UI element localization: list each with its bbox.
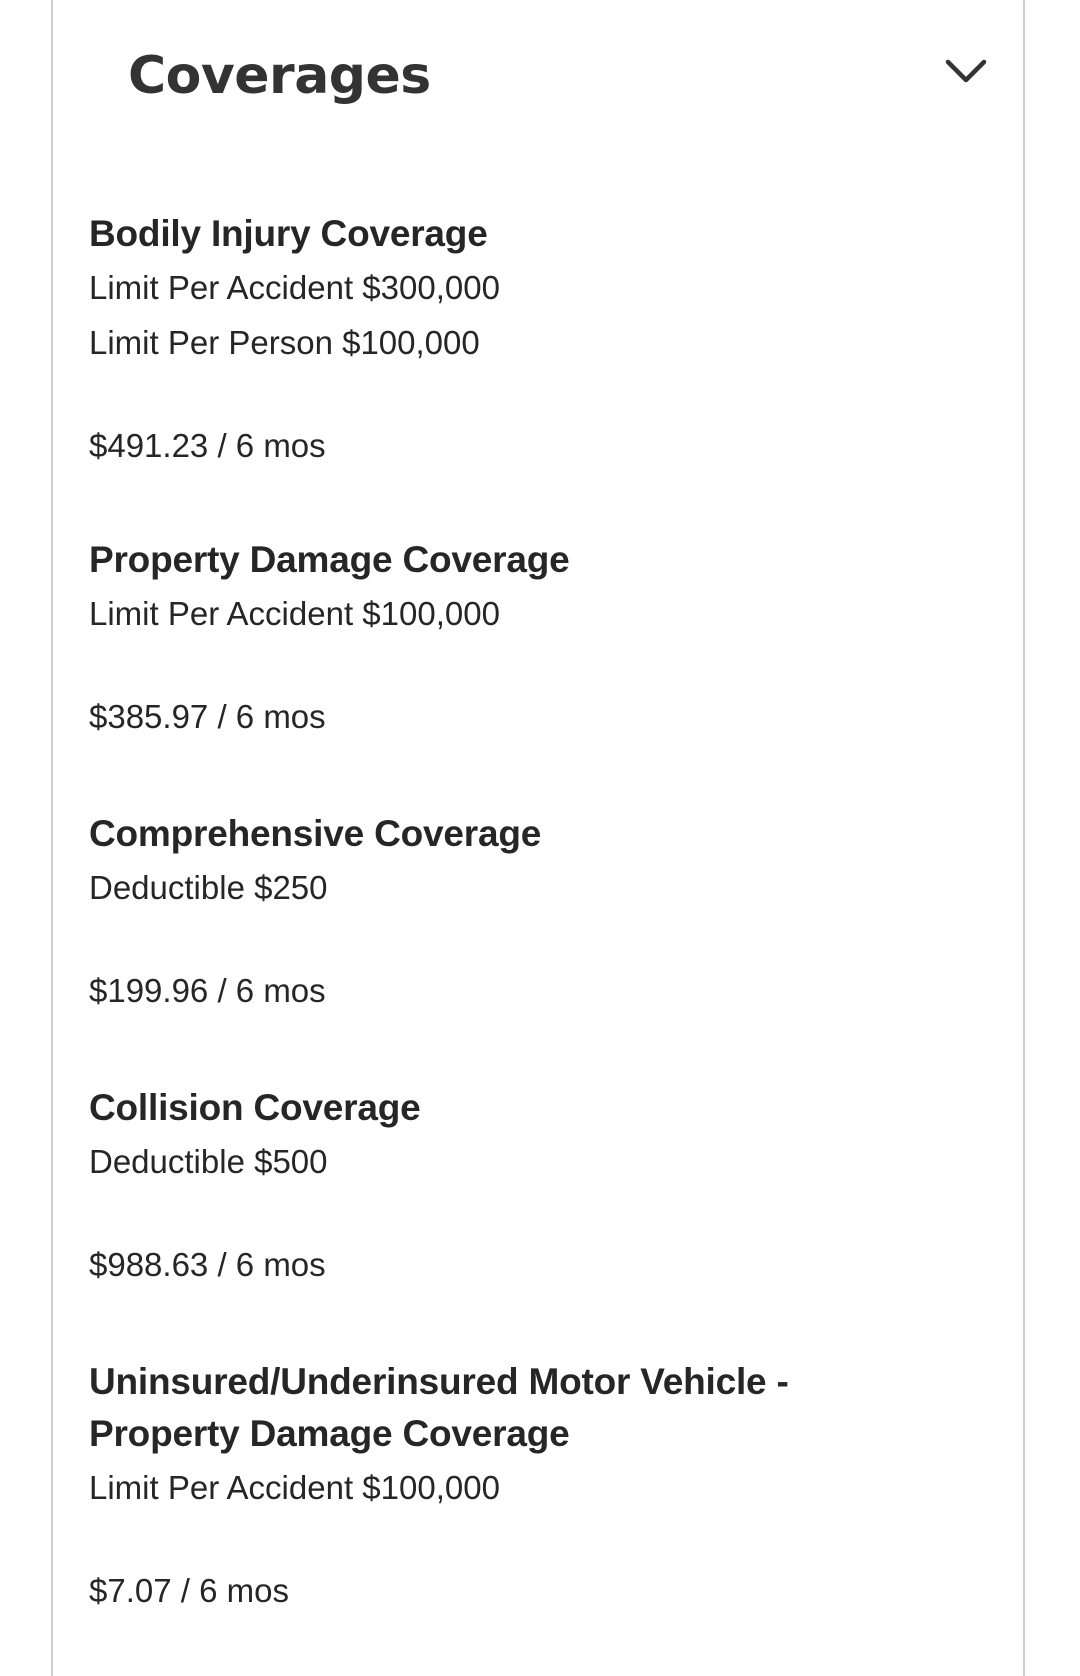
coverage-name: Collision Coverage [89, 1087, 421, 1128]
coverage-collision [89, 1082, 421, 1287]
coverage-detail: Limit Per Person $100,000 [89, 324, 480, 361]
coverage-uninsured-property-damage [89, 1356, 789, 1613]
coverage-name: Uninsured/Underinsured Motor Vehicle - [89, 1361, 789, 1402]
coverage-name: Bodily Injury Coverage [89, 213, 488, 254]
coverage-price: $385.97 / 6 mos [89, 698, 326, 735]
coverage-name: Comprehensive Coverage [89, 813, 542, 854]
coverage-detail: Limit Per Accident $300,000 [89, 269, 500, 306]
chevron-down-icon[interactable] [938, 44, 994, 100]
coverage-comprehensive [89, 808, 541, 1013]
coverage-name: Property Damage Coverage [89, 1413, 570, 1454]
coverage-detail: Deductible $500 [89, 1143, 328, 1180]
coverage-price: $988.63 / 6 mos [89, 1246, 326, 1283]
coverage-price: $7.07 / 6 mos [89, 1572, 289, 1609]
coverage-price: $491.23 / 6 mos [89, 427, 326, 464]
panel-header[interactable] [128, 36, 948, 116]
coverage-bodily-injury [89, 208, 500, 468]
coverage-detail: Limit Per Accident $100,000 [89, 595, 500, 632]
coverage-property-damage [89, 534, 570, 739]
coverage-name: Property Damage Coverage [89, 539, 570, 580]
coverage-detail: Deductible $250 [89, 869, 328, 906]
coverage-detail: Limit Per Accident $100,000 [89, 1469, 500, 1506]
coverage-price: $199.96 / 6 mos [89, 972, 326, 1009]
page-title: Coverages [128, 46, 431, 106]
